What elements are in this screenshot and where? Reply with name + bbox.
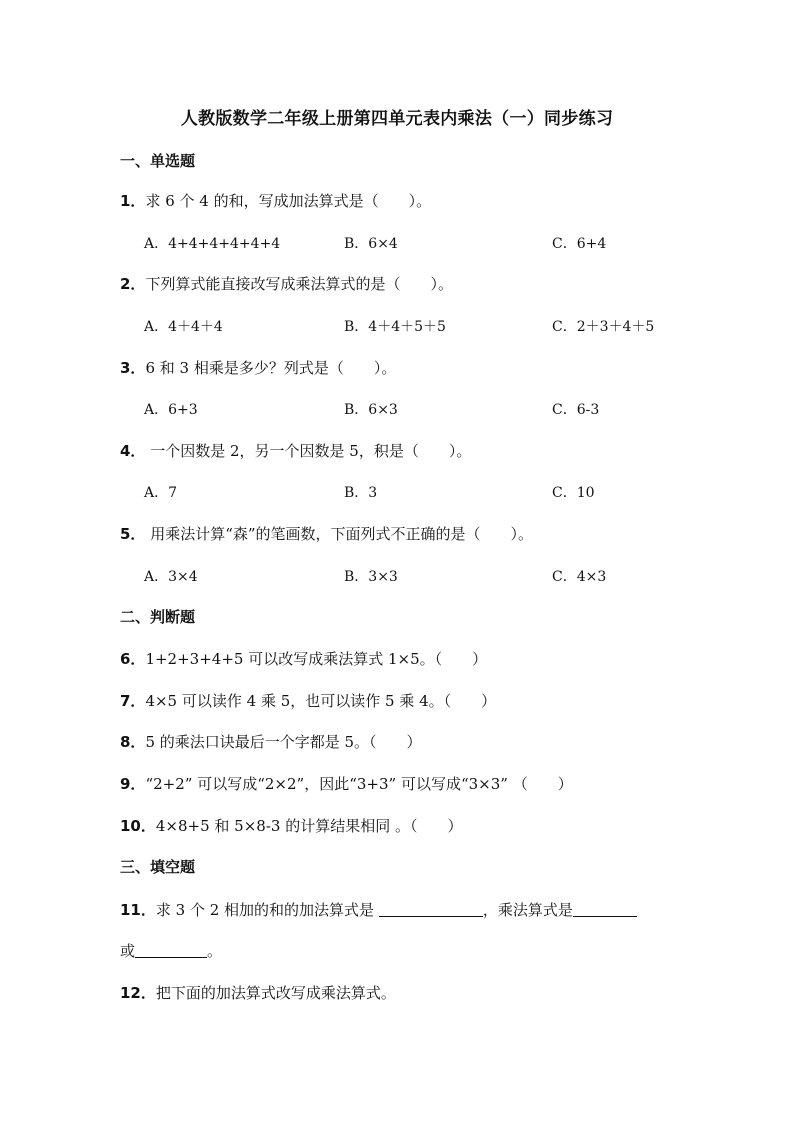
option-b: B．3: [344, 485, 378, 501]
question-2: [120, 273, 453, 294]
question-7: [120, 690, 496, 711]
question-text: 一个因数是 2，另一个因数是 5，积是（ ）。: [145, 442, 472, 460]
question-3: [120, 357, 396, 378]
question-text-or: 或: [120, 942, 136, 960]
question-10: [120, 815, 462, 836]
answer-blank-2[interactable]: [573, 902, 637, 917]
answer-blank-1[interactable]: [379, 902, 483, 917]
question-number: 5．: [120, 525, 146, 543]
option-b: B．6×4: [344, 236, 398, 252]
question-2-options: [144, 316, 704, 336]
question-11: [120, 899, 637, 920]
question-text: 把下面的加法算式改写成乘法算式。: [155, 984, 396, 1002]
section-heading-single-choice: 一、单选题: [120, 152, 196, 170]
question-number: 12．: [120, 984, 156, 1002]
option-c: C．2＋3＋4＋5: [552, 319, 655, 335]
question-text: 4×8+5 和 5×8-3 的计算结果相同 。（ ）: [155, 817, 463, 835]
question-number: 11．: [120, 901, 156, 919]
question-4-options: [144, 482, 704, 502]
question-12: [120, 982, 396, 1003]
question-1-options: [144, 233, 704, 253]
question-5-options: [144, 566, 704, 586]
question-text: 用乘法计算“森”的笔画数，下面列式不正确的是（ ）。: [145, 525, 534, 543]
answer-blank-3[interactable]: [135, 943, 207, 958]
question-text-cont: ，乘法算式是: [482, 901, 573, 919]
question-text-end: 。: [207, 942, 223, 960]
page-title: 人教版数学二年级上册第四单元表内乘法（一）同步练习: [180, 109, 614, 129]
option-a: A．4+4+4+4+4+4: [144, 236, 281, 252]
question-number: 1．: [120, 192, 146, 210]
question-text: 求 6 个 4 的和，写成加法算式是（ ）。: [145, 192, 432, 210]
question-number: 6．: [120, 650, 146, 668]
question-9: [120, 773, 573, 794]
question-number: 10．: [120, 817, 156, 835]
option-a: A．3×4: [144, 569, 198, 585]
question-6: [120, 648, 487, 669]
question-number: 8．: [120, 733, 146, 751]
question-4: [120, 440, 471, 461]
option-c: C．6+4: [552, 236, 607, 252]
option-a: A．7: [144, 485, 178, 501]
option-b: B．4＋4＋5＋5: [344, 319, 446, 335]
question-1: [120, 190, 431, 211]
option-b: B．3×3: [344, 569, 398, 585]
question-text: 5 的乘法口诀最后一个字都是 5。（ ）: [145, 733, 422, 751]
question-11-line-2: [120, 940, 222, 961]
question-text: 下列算式能直接改写成乘法算式的是（ ）。: [145, 275, 453, 293]
question-number: 3．: [120, 359, 146, 377]
question-number: 7．: [120, 692, 146, 710]
question-text: “2+2” 可以写成“2×2”，因此“3+3” 可以写成“3×3” （ ）: [145, 775, 573, 793]
question-5: [120, 523, 533, 544]
section-heading-true-false: 二、判断题: [120, 608, 196, 626]
section-heading-fill-blank: 三、填空题: [120, 858, 196, 876]
question-number: 2．: [120, 275, 146, 293]
question-text: 6 和 3 相乘是多少？列式是（ ）。: [145, 359, 397, 377]
option-a: A．4＋4＋4: [144, 319, 223, 335]
question-text: 求 3 个 2 相加的和的加法算式是: [155, 901, 379, 919]
option-b: B．6×3: [344, 402, 398, 418]
option-a: A．6+3: [144, 402, 198, 418]
question-text: 4×5 可以读作 4 乘 5，也可以读作 5 乘 4。（ ）: [145, 692, 497, 710]
option-c: C．4×3: [552, 569, 607, 585]
question-number: 4．: [120, 442, 146, 460]
option-c: C．6-3: [552, 402, 600, 418]
question-text: 1+2+3+4+5 可以改写成乘法算式 1×5。（ ）: [145, 650, 488, 668]
option-c: C．10: [552, 485, 595, 501]
question-3-options: [144, 399, 704, 419]
question-8: [120, 731, 422, 752]
question-number: 9．: [120, 775, 146, 793]
